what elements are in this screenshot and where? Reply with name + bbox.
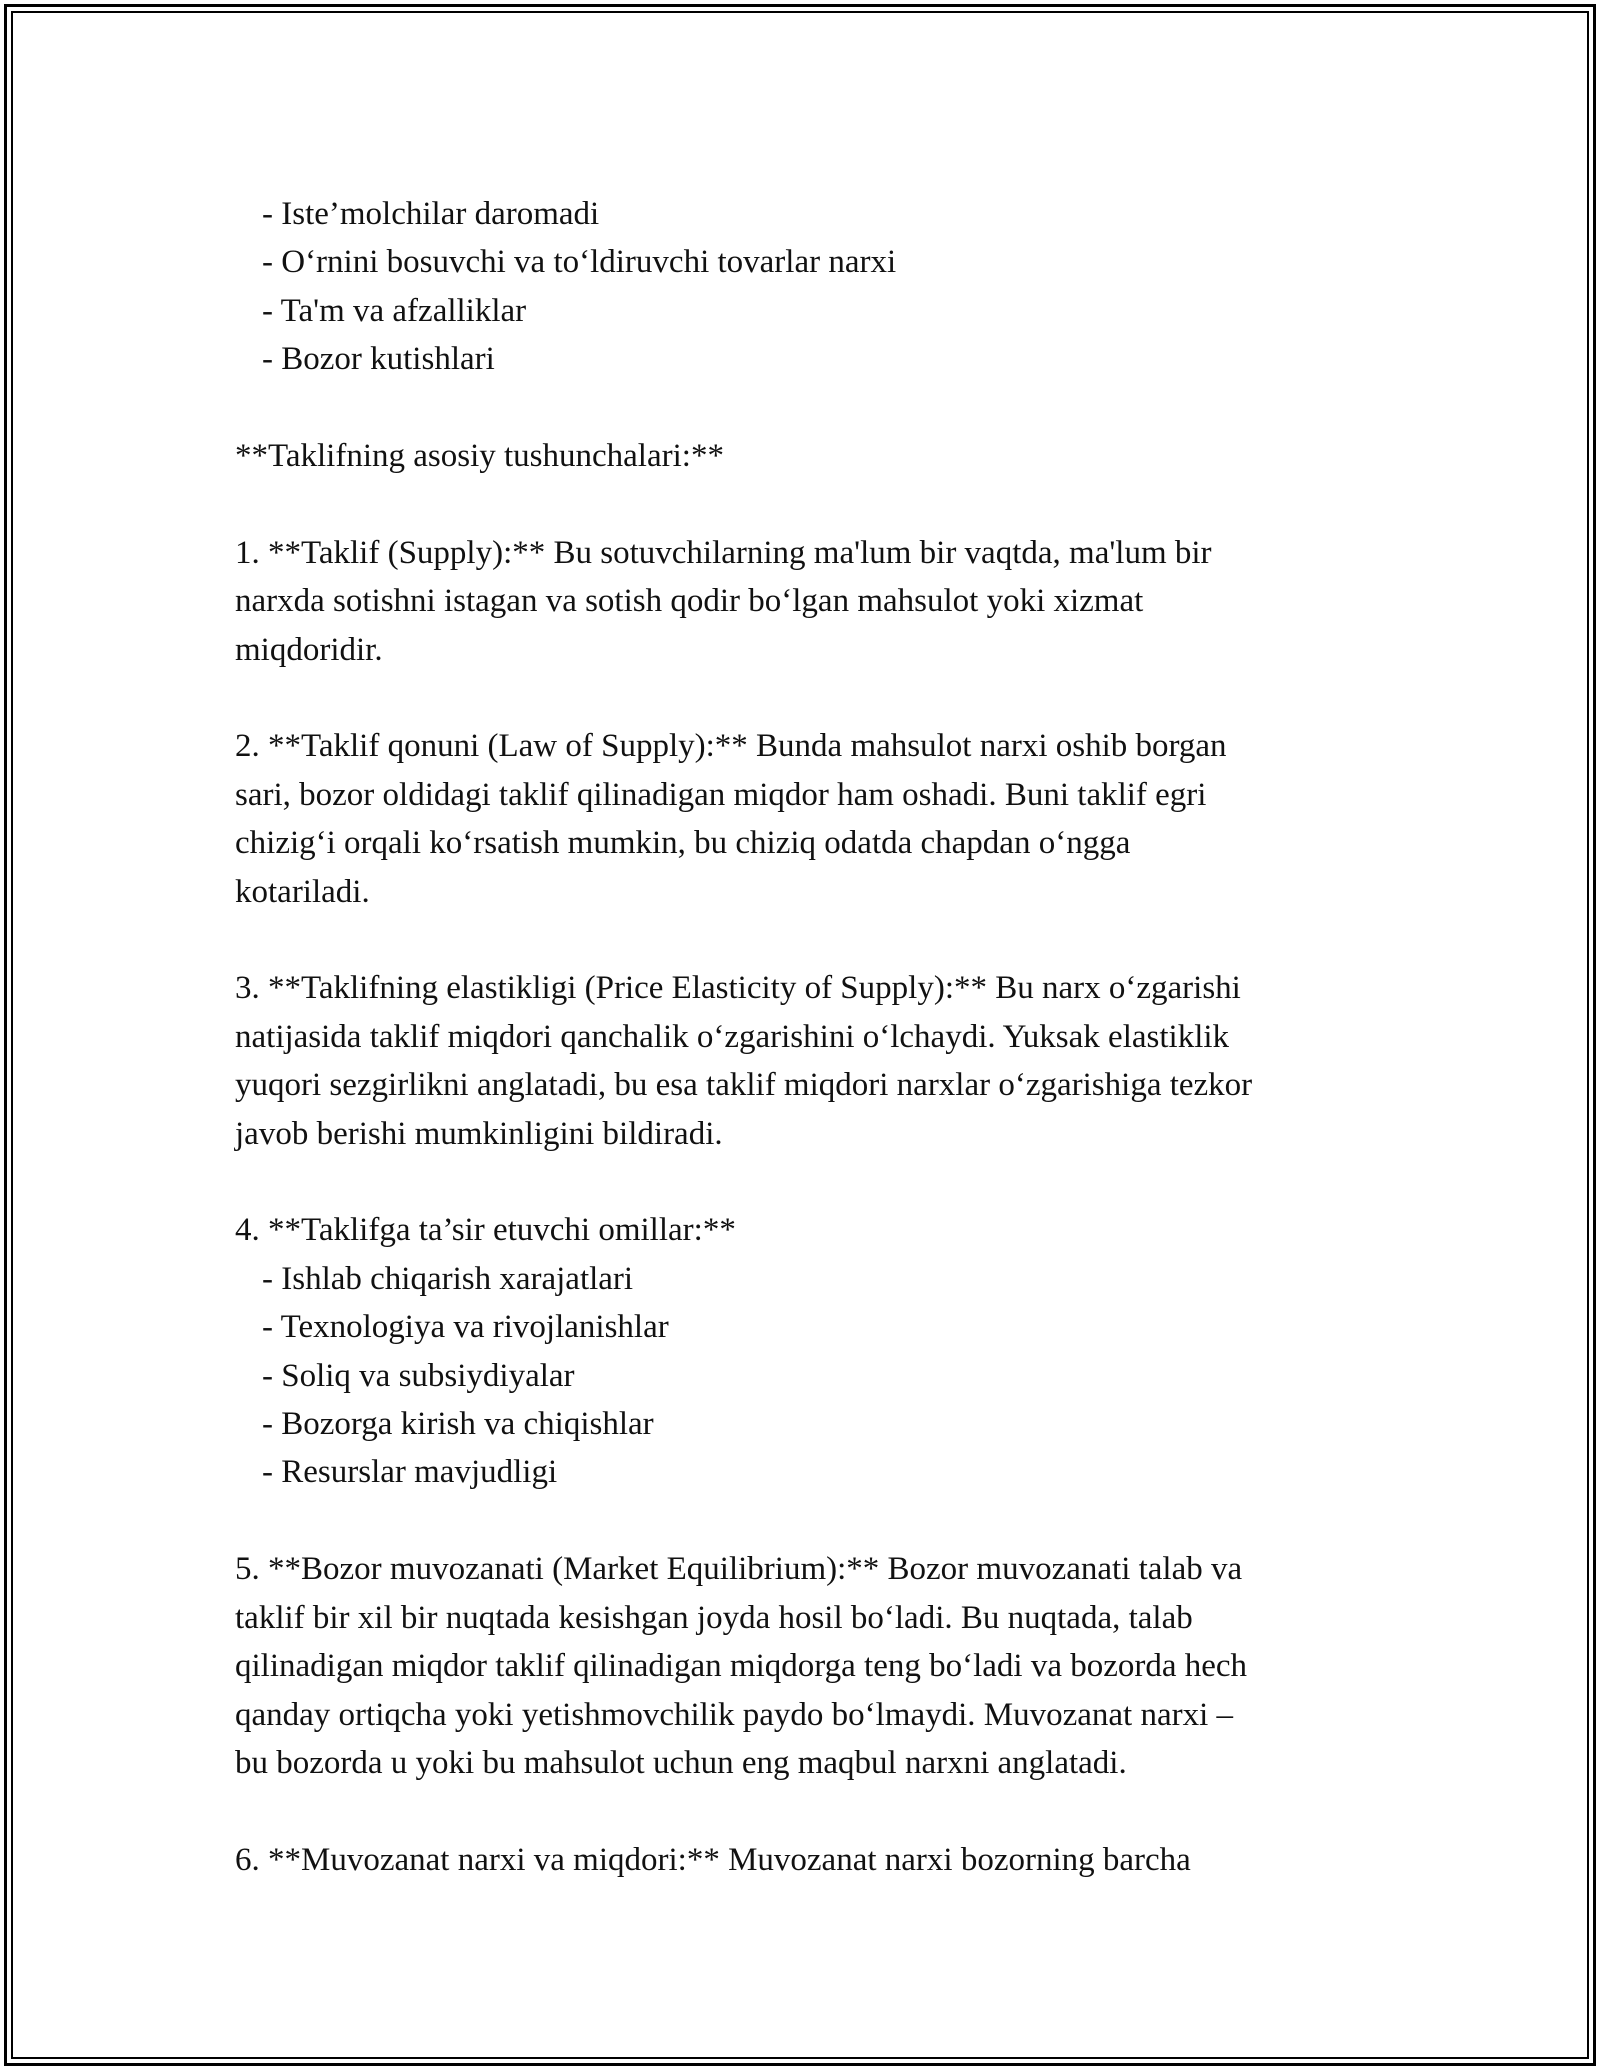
list-item: - Bozor kutishlari	[262, 341, 495, 378]
paragraph-line: bu bozorda u yoki bu mahsulot uchun eng maqbul narxni anglatadi.	[235, 1744, 1127, 1781]
paragraph-line: qilinadigan miqdor taklif qilinadigan miqdorga teng bo‘ladi va bozorda hech	[235, 1648, 1248, 1685]
paragraph-item-4	[235, 1206, 1395, 1496]
paragraph-line: taklif bir xil bir nuqtada kesishgan joyda hosil bo‘ladi. Bu nuqtada, talab	[235, 1599, 1193, 1636]
paragraph-item-2	[235, 722, 1395, 916]
list-item: - Ishlab chiqarish xarajatlari	[262, 1260, 634, 1297]
demand-factors-list	[235, 190, 1395, 384]
document-body	[235, 190, 1395, 1884]
paragraph-item-3	[235, 964, 1395, 1158]
paragraph-line: narxda sotishni istagan va sotish qodir bo‘lgan mahsulot yoki xizmat	[235, 583, 1144, 620]
paragraph-line: 6. **Muvozanat narxi va miqdori:** Muvozanat narxi bozorning barcha	[235, 1841, 1191, 1878]
paragraph-line: javob berishi mumkinligini bildiradi.	[235, 1115, 723, 1152]
list-item: - Bozorga kirish va chiqishlar	[262, 1406, 654, 1443]
paragraph-line: 4. **Taklifga ta’sir etuvchi omillar:**	[235, 1212, 736, 1249]
paragraph-line: chizig‘i orqali ko‘rsatish mumkin, bu chiziq odatda chapdan o‘ngga	[235, 825, 1131, 862]
paragraph-line: miqdoridir.	[235, 631, 383, 668]
paragraph-item-5	[235, 1545, 1395, 1787]
paragraph-line: 5. **Bozor muvozanati (Market Equilibrium):** Bozor muvozanati talab va	[235, 1551, 1243, 1588]
paragraph-line: sari, bozor oldidagi taklif qilinadigan miqdor ham oshadi. Buni taklif egri	[235, 776, 1207, 813]
list-item: - Ta'm va afzalliklar	[262, 292, 527, 329]
list-item: - Resurslar mavjudligi	[262, 1454, 558, 1491]
paragraph-line: 3. **Taklifning elastikligi (Price Elasticity of Supply):** Bu narx o‘zgarishi	[235, 970, 1241, 1007]
paragraph-line: 1. **Taklif (Supply):** Bu sotuvchilarning ma'lum bir vaqtda, ma'lum bir	[235, 534, 1212, 571]
spacer	[235, 1787, 1395, 1835]
section-heading: **Taklifning asosiy tushunchalari:**	[235, 438, 724, 475]
list-item: - Texnologiya va rivojlanishlar	[262, 1309, 669, 1346]
spacer	[235, 1497, 1395, 1545]
paragraph-item-6	[235, 1836, 1395, 1884]
paragraph-line: natijasida taklif miqdori qanchalik o‘zgarishini o‘lchaydi. Yuksak elastiklik	[235, 1018, 1230, 1055]
spacer	[235, 384, 1395, 432]
paragraph-line: 2. **Taklif qonuni (Law of Supply):** Bunda mahsulot narxi oshib borgan	[235, 728, 1227, 765]
spacer	[235, 674, 1395, 722]
paragraph-line: yuqori sezgirlikni anglatadi, bu esa taklif miqdori narxlar o‘zgarishiga tezkor	[235, 1067, 1253, 1104]
list-item: - Soliq va subsiydiyalar	[262, 1357, 575, 1394]
paragraph-line: kotariladi.	[235, 873, 370, 910]
paragraph-line: qanday ortiqcha yoki yetishmovchilik paydo bo‘lmaydi. Muvozanat narxi –	[235, 1696, 1234, 1733]
paragraph-item-1	[235, 529, 1395, 674]
list-item: - Iste’molchilar daromadi	[262, 196, 600, 232]
list-item: - O‘rnini bosuvchi va to‘ldiruvchi tovarlar narxi	[262, 244, 897, 281]
spacer	[235, 916, 1395, 964]
spacer	[235, 480, 1395, 528]
spacer	[235, 1158, 1395, 1206]
